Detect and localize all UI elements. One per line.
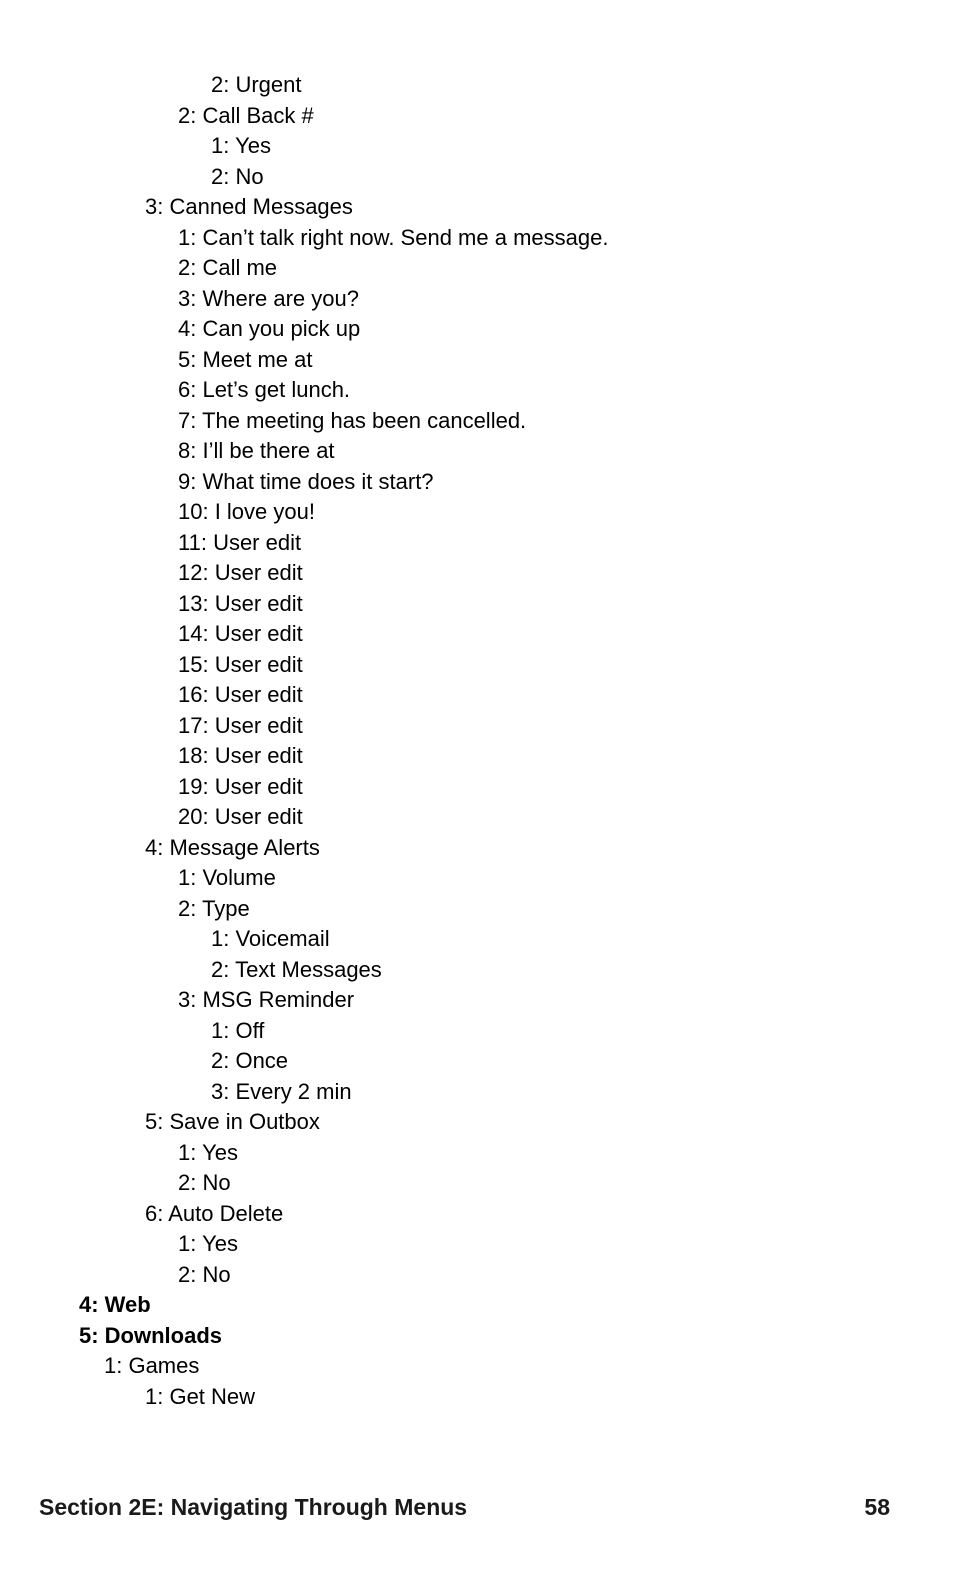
menu-item: 20: User edit <box>178 804 303 829</box>
menu-item: 5: Meet me at <box>178 346 313 372</box>
menu-item: 1: Games <box>104 1353 200 1378</box>
menu-item: 18: User edit <box>178 743 303 768</box>
menu-item: 15: User edit <box>178 651 303 677</box>
menu-item: 1: Off <box>211 1017 265 1043</box>
page-number: 58 <box>864 1494 890 1520</box>
menu-item: 1: Yes <box>178 1231 238 1256</box>
menu-item: 14: User edit <box>178 621 303 646</box>
menu-item: 6: Let’s get lunch. <box>178 377 351 402</box>
menu-item: 2: Text Messages <box>211 956 382 982</box>
menu-item: 1: Get New <box>145 1383 256 1409</box>
menu-item: 2: Call me <box>178 255 278 280</box>
menu-item: 2: No <box>178 1261 231 1287</box>
menu-item: 2: Once <box>211 1048 289 1073</box>
menu-item: 3: Every 2 min <box>211 1078 352 1104</box>
menu-item: 2: No <box>178 1170 231 1195</box>
menu-item: 5: Save in Outbox <box>145 1109 320 1134</box>
menu-item: 11: User edit <box>178 529 302 555</box>
menu-item: 17: User edit <box>178 712 303 738</box>
menu-item: 3: MSG Reminder <box>178 987 355 1012</box>
menu-item: 2: Type <box>178 895 250 921</box>
menu-item: 8: I’ll be there at <box>178 438 335 463</box>
menu-item: 10: I love you! <box>178 499 315 524</box>
menu-item: 1: Yes <box>178 1139 238 1165</box>
menu-item: 19: User edit <box>178 773 303 799</box>
menu-heading: 5: Downloads <box>79 1322 223 1348</box>
page-footer <box>39 1494 890 1526</box>
menu-item: 2: Call Back # <box>178 102 314 128</box>
menu-item: 13: User edit <box>178 590 303 616</box>
menu-outline <box>0 70 954 1412</box>
menu-item: 3: Where are you? <box>178 285 359 311</box>
menu-item: 3: Canned Messages <box>145 194 353 219</box>
section-title: Section 2E: Navigating Through Menus <box>39 1494 468 1520</box>
menu-item: 2: Urgent <box>211 72 302 97</box>
menu-item: 4: Can you pick up <box>178 316 361 341</box>
menu-item: 4: Message Alerts <box>145 834 320 860</box>
menu-item: 16: User edit <box>178 682 303 707</box>
menu-item: 1: Volume <box>178 865 276 890</box>
menu-item: 6: Auto Delete <box>145 1200 284 1226</box>
menu-item: 12: User edit <box>178 560 303 585</box>
menu-item: 7: The meeting has been cancelled. <box>178 407 527 433</box>
menu-item: 9: What time does it start? <box>178 468 434 494</box>
menu-heading: 4: Web <box>79 1292 151 1317</box>
menu-item: 1: Can’t talk right now. Send me a message. <box>178 224 609 250</box>
menu-item: 2: No <box>211 163 264 189</box>
menu-item: 1: Yes <box>211 133 271 158</box>
menu-item: 1: Voicemail <box>211 926 330 951</box>
